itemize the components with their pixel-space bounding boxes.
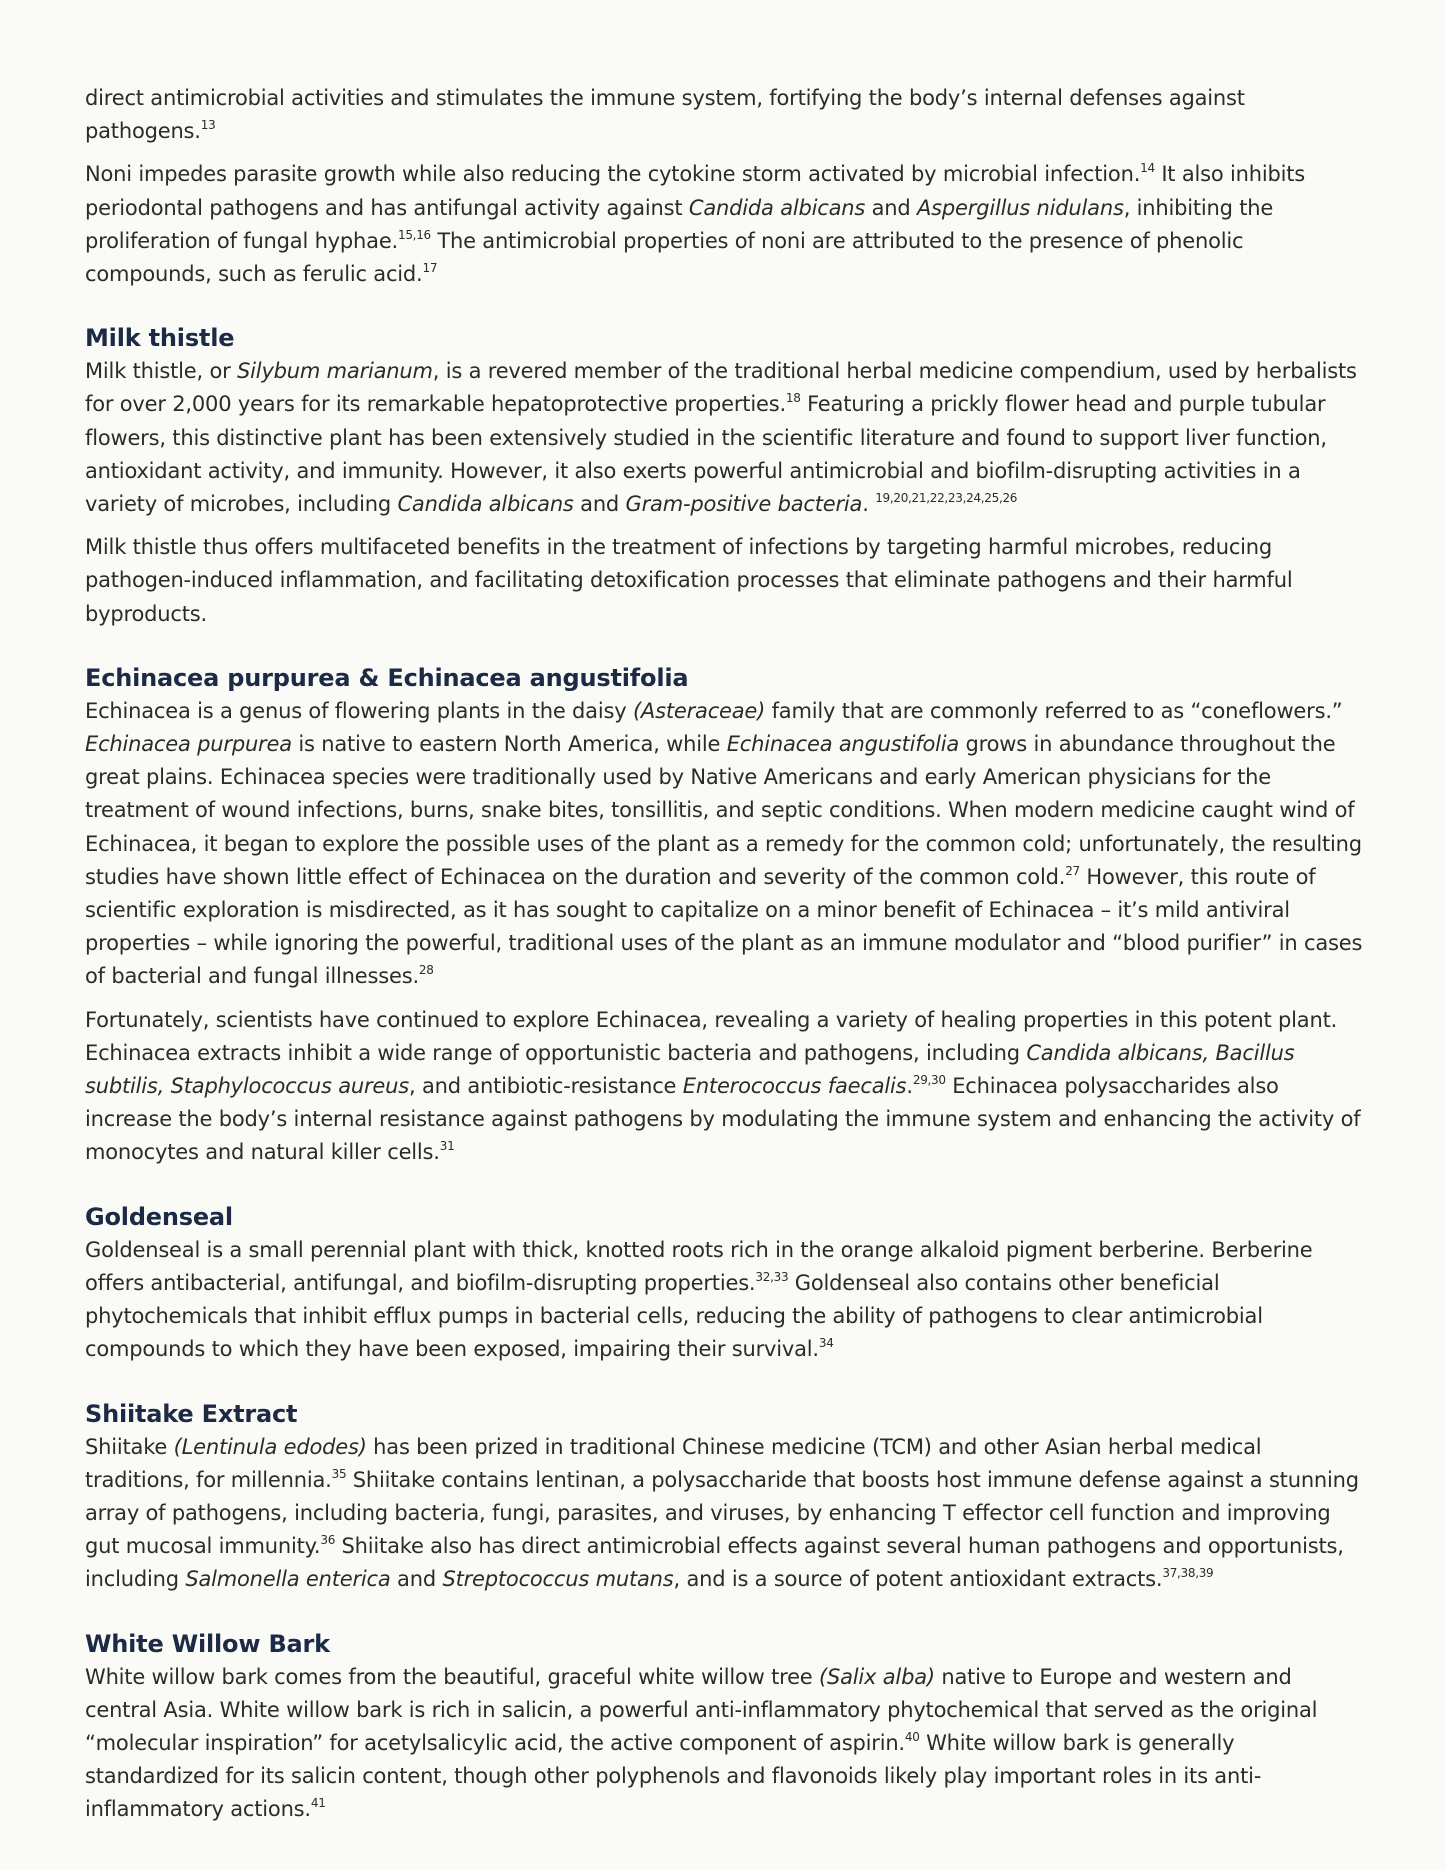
text-run: Shiitake [85,1434,174,1459]
italic-term: (Lentinula edodes) [173,1434,367,1459]
reference-superscript: 41 [310,1796,326,1811]
italic-term: Candida albicans [397,492,574,517]
text-run: White willow bark is generally standardized for its salicin content, though other polyphenols and flavonoids likely play important roles in its anti-inflammatory actions. [85,1730,1262,1822]
text-run: Noni impedes parasite growth while also reducing the cytokine storm activated by microbial infection. [85,162,1141,187]
reference-superscript: 40 [904,1729,920,1744]
reference-superscript: 31 [439,1139,455,1154]
text-run: has been prized in traditional Chinese medicine (TCM) and other Asian herbal medical traditions, for millennia. [85,1434,1262,1492]
text-run: direct antimicrobial activities and stimulates the immune system, fortifying the body’s internal defenses against pathogens. [85,86,1245,144]
italic-term: Aspergillus nidulans [917,195,1124,220]
italic-term: (Asteraceae) [632,698,766,723]
italic-term: Salmonella enterica [185,1567,391,1592]
text-run: . [862,492,876,517]
document-page [85,82,1370,1837]
reference-superscript: 29,30 [912,1073,946,1088]
reference-superscript: 14 [1140,161,1155,176]
italic-term: (Salix alba) [819,1664,935,1689]
text-run: native to Europe and western and central Asia. White willow bark is rich in salicin, a powerful anti-inflammatory phytochemical that served as the original “molecular inspiration” for acetylsalicylic acid, the active component of aspirin. [85,1664,1318,1755]
text-run: Featuring a prickly flower head and purple tubular flowers, this distinctive plant has been extensively studied in the scientific literature and found to support liver function, antioxidant activity, and immunity. However, it also exerts powerful antimicrobial and biofilm-disrupting activities in a variety of microbes, including [85,392,1327,517]
text-run: grows in abundance throughout the great plains. Echinacea species were traditionally used by Native Americans and early American physicians for the treatment of wound infections, burns, snake bites, tonsillitis, and septic conditions. When modern medicine caught wind of Echinacea, it began to explore the possible uses of the plant as a remedy for the common cold; unfortunately, the resulting studies have shown little effect of Echinacea on the duration and severity of the common cold. [85,732,1362,889]
reference-superscript: 28 [418,963,434,978]
italic-term: Echinacea angustifolia [726,732,960,757]
intro-paragraph-1 [85,82,1370,148]
section-echinacea [85,661,1370,1170]
reference-superscript: 19,20,21,22,23,24,25,26 [875,491,1018,506]
reference-superscript: 13 [200,118,216,133]
italic-term: Echinacea purpurea [85,732,292,757]
section-heading: Goldenseal [85,1202,233,1231]
text-run: , inhibiting the proliferation of fungal hyphae. [85,195,1274,253]
reference-superscript: 17 [422,261,438,276]
text-run: Shiitake also has direct antimicrobial effects against several human pathogens and opportunists, including [85,1534,1344,1592]
text-run: The antimicrobial properties of noni are attributed to the presence of phenolic compounds, such as ferulic acid. [85,228,1244,287]
italic-term: Candida albicans, Bacillus subtilis, Staphylococcus aureus [85,1040,1295,1099]
reference-superscript: 18 [785,391,801,406]
text-run: Milk thistle, or [85,359,238,384]
reference-superscript: 37,38,39 [1162,1566,1214,1581]
section-milk-thistle [85,321,1370,631]
text-run: Echinacea is a genus of flowering plants in the daisy [85,698,633,723]
text-run: and [573,492,626,517]
text-run: . [906,1074,913,1099]
reference-superscript: 27 [1065,863,1080,878]
text-run: Fortunately, scientists have continued to explore Echinacea, revealing a variety of healing properties in this potent plant. Echinacea extracts inhibit a wide range of opportunistic bacteria and pathogens, including [85,1007,1338,1065]
text-run: Goldenseal is a small perennial plant with thick, knotted roots rich in the orange alkaloid pigment berberine. Berberine offers antibacterial, antifungal, and biofilm-disrupting properties. [85,1237,1313,1295]
milk-thistle-paragraph-1 [85,355,1370,521]
section-heading: White Willow Bark [85,1629,330,1658]
shiitake-paragraph-1 [85,1431,1370,1597]
reference-superscript: 32,33 [755,1269,789,1284]
echinacea-paragraph-2 [85,1004,1370,1170]
reference-superscript: 34 [818,1336,834,1351]
section-heading: Milk thistle [85,324,235,353]
text-run: and [865,195,917,220]
reference-superscript: 35 [331,1466,347,1481]
italic-term: Candida albicans [688,195,866,220]
section-white-willow-bark [85,1627,1370,1827]
text-run: Echinacea polysaccharides also increase the body’s internal resistance against pathogens by modulating the immune system and enhancing the activity of monocytes and natural killer cells. [85,1074,1361,1165]
goldenseal-paragraph-1 [85,1234,1370,1367]
italic-term: Enterococcus faecalis [682,1074,907,1099]
reference-superscript: 15,16 [398,227,431,242]
text-run: , and antibiotic-resistance [409,1074,683,1099]
text-run: , is a revered member of the traditional herbal medicine compendium, used by herbalists for over 2,000 years for its remarkable hepatoprotective properties. [85,359,1357,417]
italic-term: Gram-positive bacteria [625,492,863,517]
italic-term: Streptococcus mutans [442,1567,674,1592]
text-run: and [390,1567,443,1592]
section-shiitake [85,1397,1370,1597]
reference-superscript: 36 [320,1533,336,1548]
intro-paragraph-2 [85,158,1370,291]
section-heading: Shiitake Extract [85,1399,298,1428]
text-run: family that are commonly referred to as “coneflowers.” [765,698,1343,723]
text-run: Milk thistle thus offers multifaceted benefits in the treatment of infections by targeting harmful microbes, reducing pathogen-induced inflammation, and facilitating detoxification processes that eliminate pathogens and their harmful byproducts. [85,535,1293,626]
text-run: White willow bark comes from the beautiful, graceful white willow tree [85,1664,819,1689]
text-run: Goldenseal also contains other beneficial phytochemicals that inhibit efflux pumps in bacterial cells, reducing the ability of pathogens to clear antimicrobial compounds to which they have been exposed, impairing their survival. [85,1270,1263,1362]
text-run: However, this route of scientific exploration is misdirected, as it has sought to capitalize on a minor benefit of Echinacea – it’s mild antiviral properties – while ignoring the powerful, traditional uses of the plant as an immune modulator and “blood purifier” in cases of bacterial and fungal illnesses. [85,864,1363,989]
section-heading: Echinacea purpurea & Echinacea angustifolia [85,663,689,692]
echinacea-paragraph-1 [85,695,1370,994]
text-run: Shiitake contains lentinan, a polysaccharide that boosts host immune defense against a stunning array of pathogens, including bacteria, fungi, parasites, and viruses, by enhancing T effector cell function and improving gut mucosal immunity. [85,1467,1359,1559]
section-goldenseal [85,1200,1370,1367]
milk-thistle-paragraph-2 [85,531,1370,631]
white-willow-paragraph-1 [85,1661,1370,1827]
italic-term: Silybum marianum [237,359,433,384]
text-run: It also inhibits periodontal pathogens and has antifungal activity against [85,162,1306,220]
text-run: , and is a source of potent antioxidant extracts. [673,1567,1163,1592]
text-run: is native to eastern North America, while [291,732,727,757]
